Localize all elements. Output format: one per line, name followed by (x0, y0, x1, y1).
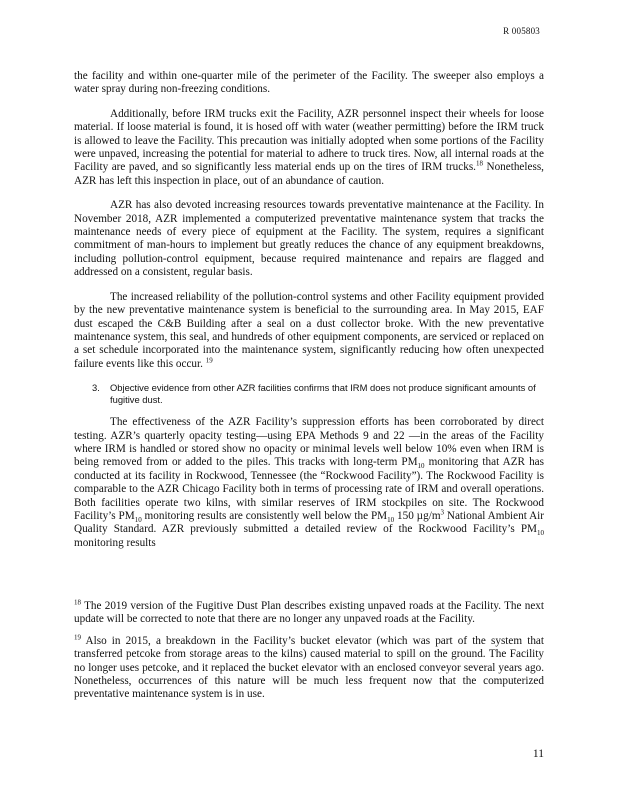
heading-number: 3. (92, 382, 100, 394)
paragraph-text: National Ambient Air Quality Standard. AZR previously submitted a detailed review of the Rockwood Facility’s PM (74, 509, 544, 536)
section-heading (92, 382, 544, 406)
pm-subscript: 10 (387, 516, 395, 525)
footnotes (74, 600, 544, 710)
pm-subscript: 10 (417, 462, 425, 471)
pm-subscript: 10 (537, 529, 544, 538)
paragraph-text: Additionally, before IRM trucks exit the Facility, AZR personnel inspect their wheels for loose material. If loose material is found, it is hosed off with water (weather permitting) before the IRM truck is allowed to leave the Facility. This precaution was initially adopted when some portions of the Facility were unpaved, increasing the potential for material to adhere to truck tires. Now, all internal roads at the Facility are paved, and so significantly less material ends up on the tires of IRM trucks. (74, 107, 544, 174)
footnote-text: The 2019 version of the Fugitive Dust Plan describes existing unpaved roads at the Facility. The next update will be corrected to note that there are no longer any unpaved roads at the Facility. (74, 600, 544, 626)
footnote-number: 19 (74, 633, 81, 642)
footnote-18 (74, 600, 544, 627)
paragraph-text: the facility and within one-quarter mile of the perimeter of the Facility. The sweeper also employs a water spray during non-freezing conditions. (74, 70, 544, 96)
body-text (74, 70, 544, 561)
paragraph-text: The effectiveness of the AZR Facility’s suppression efforts has been corroborated by direct testing. AZR’s quarterly opacity testing—using EPA Methods 9 and 22 —in the areas of the Facility where IRM is handled or stored show no opacity or minimal levels well below 10% even when IRM is being removed from or added to the piles. This tracks with long-term PM (74, 416, 544, 469)
paragraph-wheel-inspection (74, 108, 544, 188)
pm-subscript: 10 (134, 516, 142, 525)
paragraph-text: monitoring that AZR has conducted at its facility in Rockwood, Tennessee (the “Rockwood Facility”). The Rockwood Facility is comparable to the AZR Chicago Facility both in terms of processing rate of IRM and overall operations. Both facilities operate two kilns, with similar reserves of IRM stockpiles on site. The Rockwood Facility’s PM (74, 456, 544, 522)
paragraph-text: monitoring results are consistently well below the PM (141, 509, 388, 522)
footnote-19 (74, 635, 544, 702)
unit-superscript: 3 (440, 508, 445, 517)
paragraph-effectiveness (74, 416, 544, 550)
paragraph-text: monitoring results (74, 536, 156, 549)
paragraph-text: Nonetheless, AZR has left this inspection in place, out of an abundance of caution. (74, 161, 544, 187)
paragraph-text: AZR has also devoted increasing resources towards preventative maintenance at the Facility. In November 2018, AZR implemented a computerized preventative maintenance system that tracks the maintenance needs of every piece of equipment at the Facility. The system, requires a significant commitment of man-hours to implement but greatly reduces the chance of any equipment breakdowns, including pollution-control equipment, because required maintenance and repairs are flagged and addressed on a consistent, regular basis. (74, 199, 544, 279)
footnote-ref-18: 18 (475, 159, 483, 168)
page-number: 11 (532, 748, 544, 760)
paragraph-reliability (74, 291, 544, 371)
paragraph-continuation (74, 70, 544, 97)
footnote-text: Also in 2015, a breakdown in the Facility’s bucket elevator (which was part of the system that transferred petcoke from storage areas to the kilns) caused material to spill on the ground. The Facility no longer uses petcoke, and it replaced the bucket elevator with an enclosed conveyor several years ago. Nonetheless, occurrences of this nature will be much less frequent now that the computerized preventative maintenance system is in use. (74, 634, 544, 701)
paragraph-preventative-maintenance (74, 199, 544, 279)
heading-text: Objective evidence from other AZR facilities confirms that IRM does not produce significant amounts of fugitive dust. (110, 382, 536, 406)
footnote-ref-19: 19 (205, 355, 213, 364)
paragraph-text: 150 µg/m (394, 509, 441, 522)
paragraph-text: The increased reliability of the pollution-control systems and other Facility equipment provided by the new preventative maintenance system is beneficial to the surrounding area. In May 2015, EAF dust escaped the C&B Building after a seal on a dust collector broke. With the new preventative maintenance system, this seal, and hundreds of other equipment components, are serviced or replaced on a set schedule incorporated into the maintenance system, significantly reducing how often unexpected failure events like this occur. (74, 290, 544, 370)
bates-number: R 005803 (503, 26, 540, 36)
footnote-number: 18 (74, 598, 81, 607)
